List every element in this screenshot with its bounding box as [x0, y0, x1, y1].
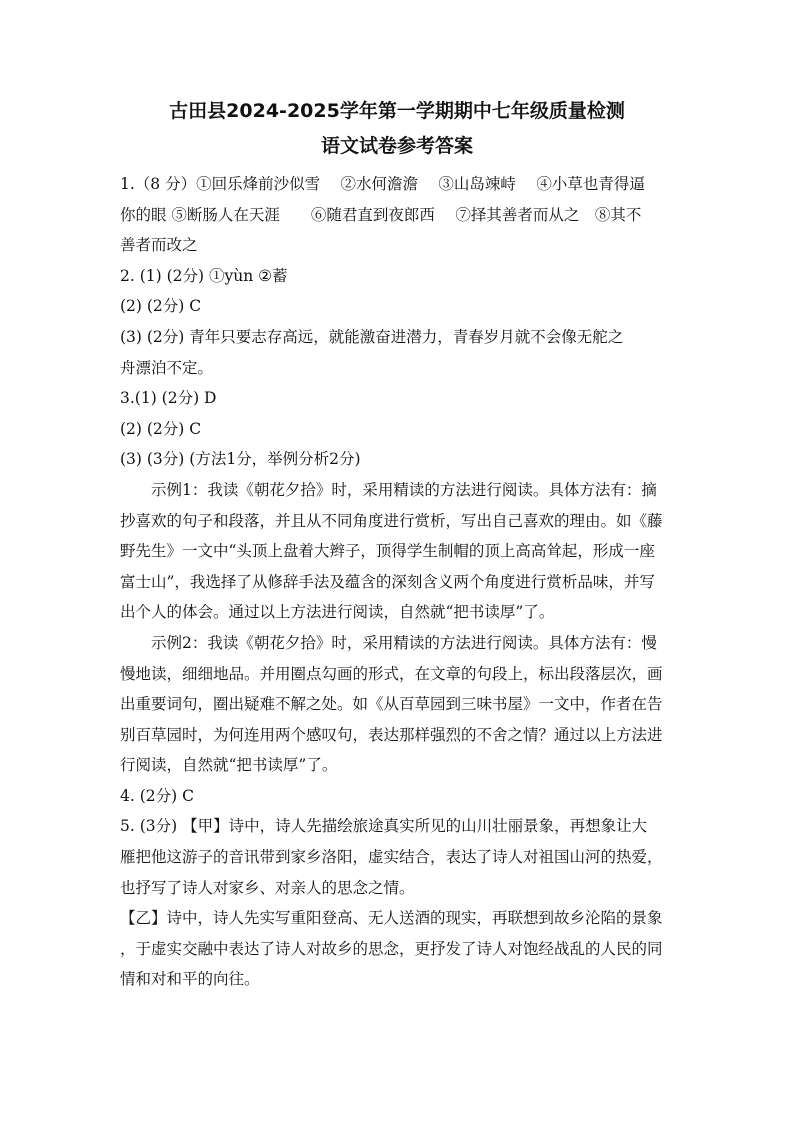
text-line: 雁把他这游子的音讯带到家乡洛阳，虚实结合，表达了诗人对祖国山河的热爱， — [120, 848, 663, 867]
text-line: 别百草园时，为何连用两个感叹句，表达那样强烈的不舍之情？通过以上方法进 — [120, 725, 663, 744]
text-line: 示例2：我读《朝花夕拾》时，采用精读的方法进行阅读。具体方法有：慢 — [151, 633, 657, 652]
text-line: 示例1：我读《朝花夕拾》时，采用精读的方法进行阅读。具体方法有：摘 — [151, 480, 657, 499]
text-line: 你的眼 ⑤断肠人在天涯 ⑥随君直到夜郎西 ⑦择其善者而从之 ⑧其不 — [120, 205, 642, 224]
text-line: 富士山”，我选择了从修辞手法及蕴含的深刻含义两个角度进行赏析品味，并写 — [120, 572, 655, 591]
text-line: 5. (3分) 【甲】诗中，诗人先描绘旅途真实所见的山川壮丽景象，再想象让大 — [120, 817, 648, 836]
text-line: 野先生》一文中“头顶上盘着大辫子，顶得学生制帽的顶上高高耸起，形成一座 — [120, 542, 655, 561]
answer-body — [120, 169, 680, 995]
text-line: 1.（8 分）①回乐烽前沙似雪 ②水何澹澹 ③山岛竦峙 ④小草也青得逼 — [120, 175, 645, 193]
text-line: 也抒写了诗人对家乡、对亲人的思念之情。 — [120, 878, 415, 897]
text-line: 【乙】诗中，诗人先实写重阳登高、无人送酒的现实，再联想到故乡沦陷的景象 — [120, 909, 663, 928]
page-title: 古田县2024-2025学年第一学期期中七年级质量检测 — [169, 100, 625, 122]
text-line: 3.(1) (2分) D — [120, 389, 217, 408]
text-line: 舟漂泊不定。 — [120, 358, 214, 377]
text-line: 抄喜欢的句子和段落，并且从不同角度进行赏析，写出自己喜欢的理由。如《藤 — [120, 511, 663, 530]
text-line: ，于虚实交融中表达了诗人对故乡的思念，更抒发了诗人对饱经战乱的人民的同 — [120, 939, 663, 958]
text-line: (3) (2分) 青年只要志存高远，就能激奋进潜力，青春岁月就不会像无舵之 — [120, 327, 624, 346]
text-line: 慢地读，细细地品。并用圈点勾画的形式，在文章的句段上，标出段落层次，画 — [120, 664, 663, 683]
text-line: 4. (2分) C — [120, 786, 194, 805]
text-line: 情和对和平的向往。 — [120, 970, 260, 989]
text-line: 出重要词句，圈出疑难不解之处。如《从百草园到三味书屋》一文中，作者在告 — [120, 695, 663, 714]
page-subtitle: 语文试卷参考答案 — [320, 135, 473, 157]
text-line: 2. (1) (2分) ①yùn ②蓄 — [120, 266, 288, 285]
text-line: 出个人的体会。通过以上方法进行阅读，自然就“把书读厚”了。 — [120, 603, 555, 622]
text-line: (2) (2分) C — [120, 297, 202, 316]
text-line: 善者而改之 — [120, 236, 198, 255]
text-line: 行阅读，自然就“把书读厚”了。 — [120, 756, 338, 775]
text-line: (2) (2分) C — [120, 419, 202, 438]
text-line: (3) (3分) (方法1分，举例分析2分) — [120, 450, 361, 469]
